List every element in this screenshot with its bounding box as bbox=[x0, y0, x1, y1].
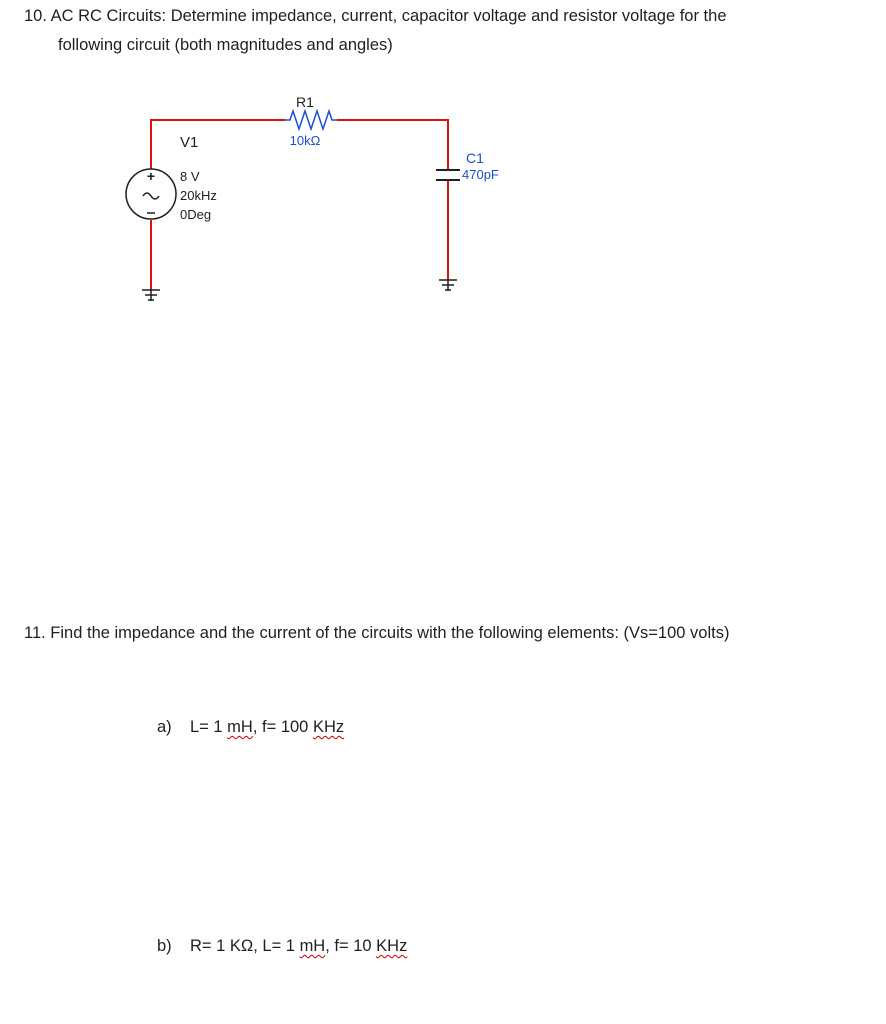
capacitor-symbol bbox=[436, 170, 460, 180]
question-10-line-2: following circuit (both magnitudes and angles) bbox=[58, 36, 393, 54]
wire-top-left bbox=[151, 120, 285, 168]
ac-source-symbol bbox=[126, 168, 176, 219]
resistor-symbol bbox=[285, 111, 337, 129]
source-voltage: 8 V bbox=[180, 169, 200, 184]
ground-icon bbox=[142, 289, 160, 301]
resistor-name: R1 bbox=[296, 94, 314, 110]
source-name: V1 bbox=[180, 134, 199, 151]
part-b-pre: R= 1 KΩ, L= 1 bbox=[190, 937, 300, 955]
part-b-unit-2: KHz bbox=[376, 937, 408, 955]
part-a-pre: L= 1 bbox=[190, 718, 228, 736]
ground-icon bbox=[439, 279, 457, 291]
part-b-label: b) bbox=[157, 937, 172, 955]
part-b bbox=[157, 937, 407, 956]
source-phase: 0Deg bbox=[180, 207, 212, 222]
part-b-unit-1: mH bbox=[299, 937, 326, 955]
part-a bbox=[157, 718, 344, 737]
question-11 bbox=[24, 619, 874, 648]
capacitor-name: C1 bbox=[466, 150, 484, 166]
part-a-label: a) bbox=[157, 718, 172, 736]
question-11-text: 11. Find the impedance and the current of the circuits with the following elements: (Vs=100 volts) bbox=[24, 624, 730, 642]
part-a-unit-2: KHz bbox=[312, 718, 345, 736]
question-10-line-1: 10. AC RC Circuits: Determine impedance, current, capacitor voltage and resistor voltage for the bbox=[24, 7, 727, 25]
source-frequency: 20kHz bbox=[180, 188, 217, 203]
resistor-value: 10kΩ bbox=[289, 133, 321, 148]
part-b-mid: , f= 10 bbox=[325, 937, 377, 955]
rc-circuit-diagram bbox=[0, 0, 886, 340]
capacitor-value: 470pF bbox=[462, 167, 499, 182]
wire-top-right bbox=[337, 120, 448, 170]
plus-sign-icon: + bbox=[146, 168, 156, 184]
part-a-unit-1: mH bbox=[227, 718, 253, 736]
part-a-mid: , f= 100 bbox=[252, 718, 313, 736]
